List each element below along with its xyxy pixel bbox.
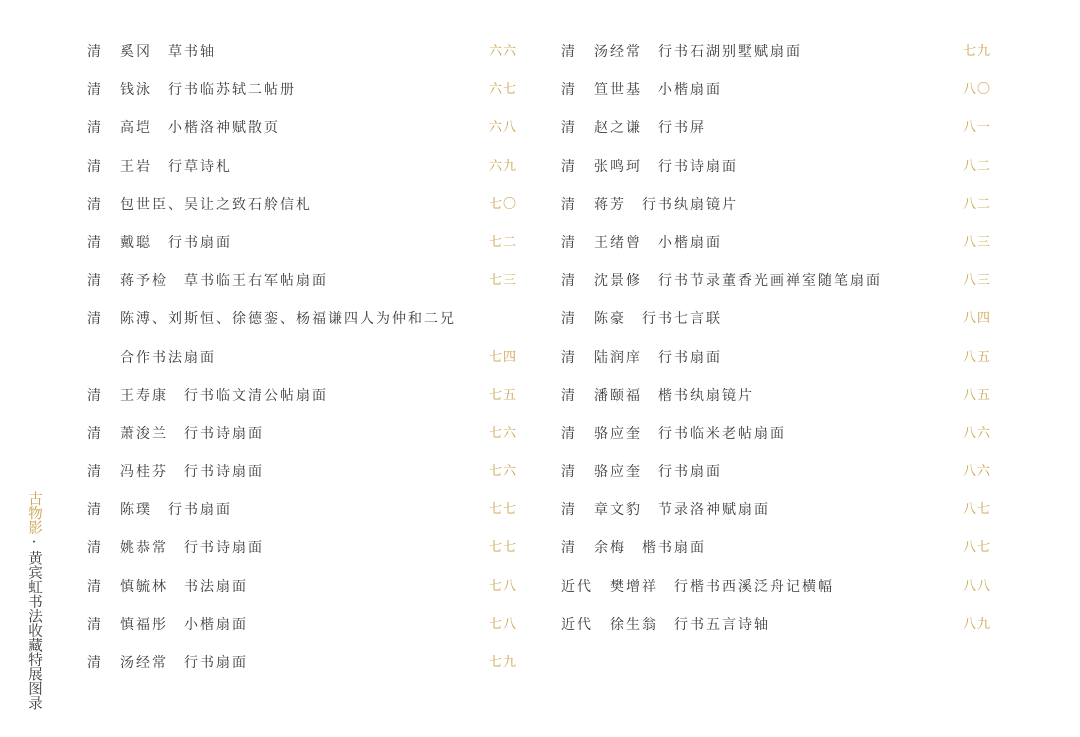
toc-entry-title: 陈豪 行书七言联 bbox=[594, 311, 722, 328]
toc-entry[interactable] bbox=[561, 300, 991, 338]
toc-entry[interactable] bbox=[87, 186, 517, 224]
toc-entry-title: 章文豹 节录洛神赋扇面 bbox=[594, 502, 770, 519]
toc-entry[interactable] bbox=[561, 71, 991, 109]
toc-entry-page-number: 七六 bbox=[488, 464, 517, 480]
vertical-book-title bbox=[25, 491, 43, 710]
toc-entry-dynasty: 清 bbox=[561, 234, 577, 251]
toc-entry[interactable] bbox=[87, 33, 517, 71]
toc-entry-title: 合作书法扇面 bbox=[120, 349, 216, 366]
toc-entry-page-number: 七二 bbox=[488, 234, 517, 250]
toc-entry-title: 骆应奎 行书扇面 bbox=[594, 464, 722, 481]
toc-entry-page-number: 七九 bbox=[962, 44, 991, 59]
toc-entry[interactable] bbox=[87, 491, 517, 529]
toc-entry-page-number: 八四 bbox=[962, 311, 991, 327]
toc-entry-dynasty: 清 bbox=[561, 120, 577, 137]
toc-entry[interactable] bbox=[87, 529, 517, 567]
toc-entry[interactable] bbox=[561, 109, 991, 147]
toc-entry-title: 张鸣珂 行书诗扇面 bbox=[594, 158, 738, 175]
toc-entry-dynasty: 近代 bbox=[561, 616, 593, 633]
toc-entry-title: 笪世基 小楷扇面 bbox=[594, 82, 722, 99]
toc-entry[interactable] bbox=[561, 453, 991, 491]
toc-entry[interactable] bbox=[87, 606, 517, 644]
toc-entry-dynasty: 清 bbox=[87, 387, 103, 404]
toc-entry-dynasty: 清 bbox=[561, 464, 577, 481]
toc-entry[interactable] bbox=[87, 300, 517, 338]
toc-entry-page-number: 七四 bbox=[488, 349, 517, 365]
toc-entry-title: 奚冈 草书轴 bbox=[120, 44, 216, 60]
toc-entry[interactable] bbox=[87, 71, 517, 109]
toc-entry-dynasty: 清 bbox=[87, 82, 103, 99]
toc-entry-title: 徐生翁 行书五言诗轴 bbox=[610, 616, 770, 633]
book-title-separator: · bbox=[26, 534, 42, 551]
toc-entry[interactable] bbox=[87, 224, 517, 262]
toc-entry[interactable] bbox=[87, 339, 517, 377]
toc-entry-title: 包世臣、吴让之致石舲信札 bbox=[120, 196, 312, 213]
toc-entry-dynasty: 清 bbox=[87, 616, 103, 633]
toc-entry-title: 钱泳 行书临苏轼二帖册 bbox=[120, 82, 296, 99]
toc-entry-page-number: 八二 bbox=[962, 158, 991, 174]
toc-entry-page-number: 八九 bbox=[962, 616, 991, 632]
toc-entry-page-number: 七〇 bbox=[488, 196, 517, 212]
toc-entry-title: 陈璞 行书扇面 bbox=[120, 502, 232, 519]
toc-entry-title: 潘颐福 楷书纨扇镜片 bbox=[594, 387, 754, 404]
toc-entry-title: 慎福彤 小楷扇面 bbox=[120, 616, 248, 633]
toc-entry-title: 汤经常 行书扇面 bbox=[120, 655, 248, 671]
toc-entry-page-number: 七八 bbox=[488, 616, 517, 632]
toc-entry[interactable] bbox=[561, 186, 991, 224]
toc-entry-dynasty: 清 bbox=[561, 425, 577, 442]
toc-entry[interactable] bbox=[87, 377, 517, 415]
toc-entry-page-number: 八七 bbox=[962, 540, 991, 556]
toc-entry-page-number: 八三 bbox=[962, 273, 991, 289]
toc-entry-dynasty: 清 bbox=[87, 655, 103, 671]
toc-entry[interactable] bbox=[87, 109, 517, 147]
toc-entry-page-number: 八六 bbox=[962, 464, 991, 480]
toc-entry-title: 陈溥、刘斯恒、徐德銮、杨福谦四人为仲和二兄 bbox=[120, 311, 456, 328]
toc-entry-dynasty: 清 bbox=[87, 464, 103, 481]
toc-entry[interactable] bbox=[561, 606, 991, 644]
toc-entry[interactable] bbox=[87, 453, 517, 491]
toc-entry-dynasty: 清 bbox=[87, 311, 103, 328]
toc-entry-page-number: 八七 bbox=[962, 502, 991, 518]
toc-entry-page-number: 六七 bbox=[488, 82, 517, 98]
toc-entry-dynasty: 清 bbox=[87, 425, 103, 442]
toc-entry-dynasty: 清 bbox=[561, 44, 577, 60]
toc-entry-page-number: 六八 bbox=[488, 120, 517, 136]
toc-entry-dynasty: 清 bbox=[87, 273, 103, 290]
toc-entry-title: 萧浚兰 行书诗扇面 bbox=[120, 425, 264, 442]
toc-entry-page-number: 七七 bbox=[488, 540, 517, 556]
toc-entry-page-number: 八五 bbox=[962, 387, 991, 403]
toc-entry-dynasty: 清 bbox=[87, 540, 103, 557]
toc-entry[interactable] bbox=[561, 529, 991, 567]
toc-entry-page-number: 七七 bbox=[488, 502, 517, 518]
toc-entry-page-number: 八〇 bbox=[962, 82, 991, 98]
toc-entry-title: 姚恭常 行书诗扇面 bbox=[120, 540, 264, 557]
toc-entry-title: 赵之谦 行书屏 bbox=[594, 120, 706, 137]
toc-entry-page-number: 七九 bbox=[488, 655, 517, 670]
toc-entry-title: 高垲 小楷洛神赋散页 bbox=[120, 120, 280, 137]
toc-entry-dynasty: 清 bbox=[87, 578, 103, 595]
book-title-main: 黄宾虹书法收藏特展图录 bbox=[26, 550, 42, 710]
toc-entry-title: 王岩 行草诗札 bbox=[120, 158, 232, 175]
toc-entry[interactable] bbox=[561, 491, 991, 529]
toc-entry-dynasty: 清 bbox=[87, 44, 103, 60]
toc-entry-title: 沈景修 行书节录董香光画禅室随笔扇面 bbox=[594, 273, 882, 290]
toc-left-column bbox=[87, 33, 517, 682]
toc-entry-page-number: 八三 bbox=[962, 234, 991, 250]
toc-entry-title: 樊增祥 行楷书西溪泛舟记横幅 bbox=[610, 578, 834, 595]
toc-right-column bbox=[561, 33, 991, 644]
toc-entry-title: 慎毓林 书法扇面 bbox=[120, 578, 248, 595]
toc-entry[interactable] bbox=[561, 377, 991, 415]
toc-entry[interactable] bbox=[561, 339, 991, 377]
toc-entry-dynasty: 清 bbox=[87, 234, 103, 251]
toc-entry[interactable] bbox=[87, 148, 517, 186]
toc-entry[interactable] bbox=[87, 644, 517, 682]
toc-entry-dynasty: 清 bbox=[561, 502, 577, 519]
toc-entry-title: 陆润庠 行书扇面 bbox=[594, 349, 722, 366]
toc-entry-dynasty: 清 bbox=[561, 82, 577, 99]
toc-entry-title: 戴聪 行书扇面 bbox=[120, 234, 232, 251]
toc-entry-title: 王绪曾 小楷扇面 bbox=[594, 234, 722, 251]
toc-entry[interactable] bbox=[87, 262, 517, 300]
toc-entry-page-number: 八一 bbox=[962, 120, 991, 136]
toc-entry-dynasty: 清 bbox=[561, 158, 577, 175]
toc-entry-dynasty: 近代 bbox=[561, 578, 593, 595]
toc-entry-title: 骆应奎 行书临米老帖扇面 bbox=[594, 425, 786, 442]
toc-entry[interactable] bbox=[561, 415, 991, 453]
toc-entry-dynasty: 清 bbox=[561, 387, 577, 404]
toc-entry-page-number: 六九 bbox=[488, 158, 517, 174]
toc-entry[interactable] bbox=[561, 33, 991, 71]
toc-entry-title: 冯桂芬 行书诗扇面 bbox=[120, 464, 264, 481]
toc-entry-page-number: 八八 bbox=[962, 578, 991, 594]
toc-entry[interactable] bbox=[561, 262, 991, 300]
toc-entry-page-number: 七三 bbox=[488, 273, 517, 289]
toc-entry-title: 余梅 楷书扇面 bbox=[594, 540, 706, 557]
toc-entry-page-number: 七六 bbox=[488, 425, 517, 441]
toc-entry-dynasty: 清 bbox=[561, 349, 577, 366]
book-title-accent: 古物影 bbox=[26, 491, 42, 535]
toc-entry-title: 蒋芳 行书纨扇镜片 bbox=[594, 196, 738, 213]
toc-entry-dynasty: 清 bbox=[561, 540, 577, 557]
toc-entry[interactable] bbox=[561, 224, 991, 262]
toc-entry-title: 蒋予检 草书临王右军帖扇面 bbox=[120, 273, 328, 290]
toc-entry-dynasty: 清 bbox=[561, 196, 577, 213]
toc-entry-dynasty: 清 bbox=[561, 311, 577, 328]
toc-entry-dynasty: 清 bbox=[87, 502, 103, 519]
toc-entry-page-number: 六六 bbox=[488, 44, 517, 59]
toc-entry-dynasty: 清 bbox=[87, 120, 103, 137]
toc-entry[interactable] bbox=[87, 415, 517, 453]
toc-entry[interactable] bbox=[561, 568, 991, 606]
toc-entry-title: 王寿康 行书临文清公帖扇面 bbox=[120, 387, 328, 404]
toc-entry-page-number: 八五 bbox=[962, 349, 991, 365]
toc-entry-dynasty: 清 bbox=[561, 273, 577, 290]
toc-entry[interactable] bbox=[87, 568, 517, 606]
toc-entry-page-number: 七八 bbox=[488, 578, 517, 594]
toc-entry-title: 汤经常 行书石湖别墅赋扇面 bbox=[594, 44, 802, 60]
toc-entry-dynasty: 清 bbox=[87, 196, 103, 213]
toc-entry-page-number: 七五 bbox=[488, 387, 517, 403]
toc-entry-dynasty: 清 bbox=[87, 158, 103, 175]
toc-entry-page-number: 八六 bbox=[962, 425, 991, 441]
toc-entry-page-number: 八二 bbox=[962, 196, 991, 212]
toc-entry[interactable] bbox=[561, 148, 991, 186]
